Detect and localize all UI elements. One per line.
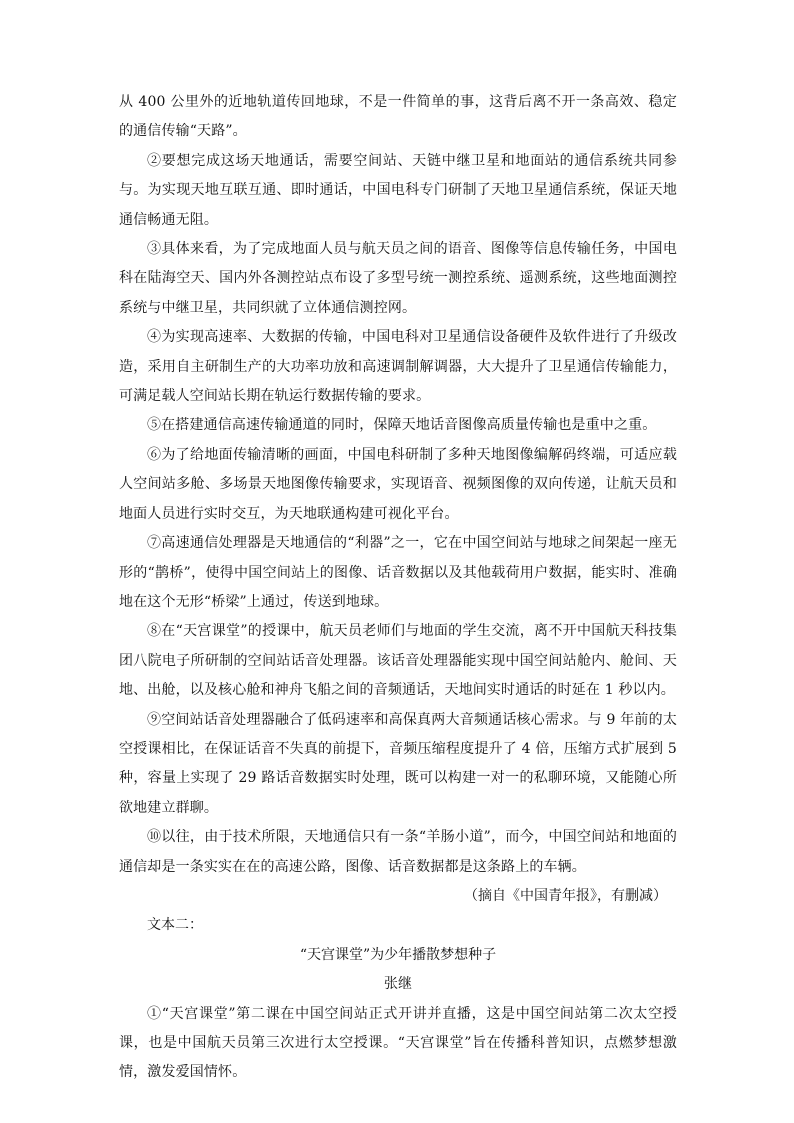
- text-one-paragraph-6: ⑥为了给地面传输清晰的画面，中国电科研制了多种天地图像编解码终端，可适应载人空间站多舱、多场景天地图像传输要求，实现语音、视频图像的双向传递，让航天员和地面人员进行实时交互，为天地联通构建可视化平台。: [119, 446, 677, 522]
- text-one-paragraph-8: ⑧在“天宫课堂”的授课中，航天员老师们与地面的学生交流，离不开中国航天科技集团八院电子所研制的空间站话音处理器。该话音处理器能实现中国空间站舱内、舱间、天地、出舱，以及核心舱和神舟飞船之间的音频通话，天地间实时通话的时延在 1 秒以内。: [119, 623, 677, 699]
- text-one-paragraph-4: ④为实现高速率、大数据的传输，中国电科对卫星通信设备硬件及软件进行了升级改造，采用自主研制生产的大功率功放和高速调制解调器，大大提升了卫星通信传输能力，可满足载人空间站长期在轨运行数据传输的要求。: [119, 329, 677, 405]
- text-one-paragraph-3: ③具体来看，为了完成地面人员与航天员之间的语音、图像等信息传输任务，中国电科在陆海空天、国内外各测控站点布设了多型号统一测控系统、遥测系统，这些地面测控系统与中继卫星，共同织就了立体通信测控网。: [119, 241, 677, 316]
- article-author: 张继: [384, 976, 412, 993]
- text-one-paragraph-10: ⑩以往，由于技术所限，天地通信只有一条“羊肠小道”，而今，中国空间站和地面的通信却是一条实实在在的高速公路，图像、话音数据都是这条路上的车辆。: [119, 829, 677, 875]
- text-one-paragraph-1: 从 400 公里外的近地轨道传回地球，不是一件简单的事，这背后离不开一条高效、稳定的通信传输“天路”。: [119, 94, 677, 140]
- source-citation: （摘自《中国青年报》，有删减）: [464, 887, 667, 904]
- text-one-paragraph-5: ⑤在搭建通信高速传输通道的同时，保障天地话音图像高质量传输也是重中之重。: [147, 417, 657, 434]
- text-one-paragraph-2: ②要想完成这场天地通话，需要空间站、天链中继卫星和地面站的通信系统共同参与。为实现天地互联互通、即时通话，中国电科专门研制了天地卫星通信系统，保证天地通信畅通无阻。: [119, 152, 677, 228]
- article-title: “天宫课堂”为少年播散梦想种子: [299, 946, 497, 963]
- text-two-paragraph-1: ①“天宫课堂”第二课在中国空间站正式开讲并直播，这是中国空间站第二次太空授课，也是中国航天员第三次进行太空授课。“天宫课堂”旨在传播科普知识，点燃梦想激情，激发爱国情怀。: [119, 1005, 677, 1081]
- document-page: [119, 88, 677, 1088]
- text-one-paragraph-9: ⑨空间站话音处理器融合了低码速率和高保真两大音频通话核心需求。与 9 年前的太空授课相比，在保证话音不失真的前提下，音频压缩程度提升了 4 倍，压缩方式扩展到 5 种，容量上实现了 29 路话音数据实时处理，既可以构建一对一的私聊环境，又能随心所欲地建立群聊。: [119, 711, 677, 816]
- text-two-label: 文本二：: [147, 917, 203, 934]
- text-one-paragraph-7: ⑦高速通信处理器是天地通信的“利器”之一，它在中国空间站与地球之间架起一座无形的“鹊桥”，使得中国空间站上的图像、话音数据以及其他载荷用户数据，能实时、准确地在这个无形“桥梁”上通过，传送到地球。: [119, 535, 677, 610]
